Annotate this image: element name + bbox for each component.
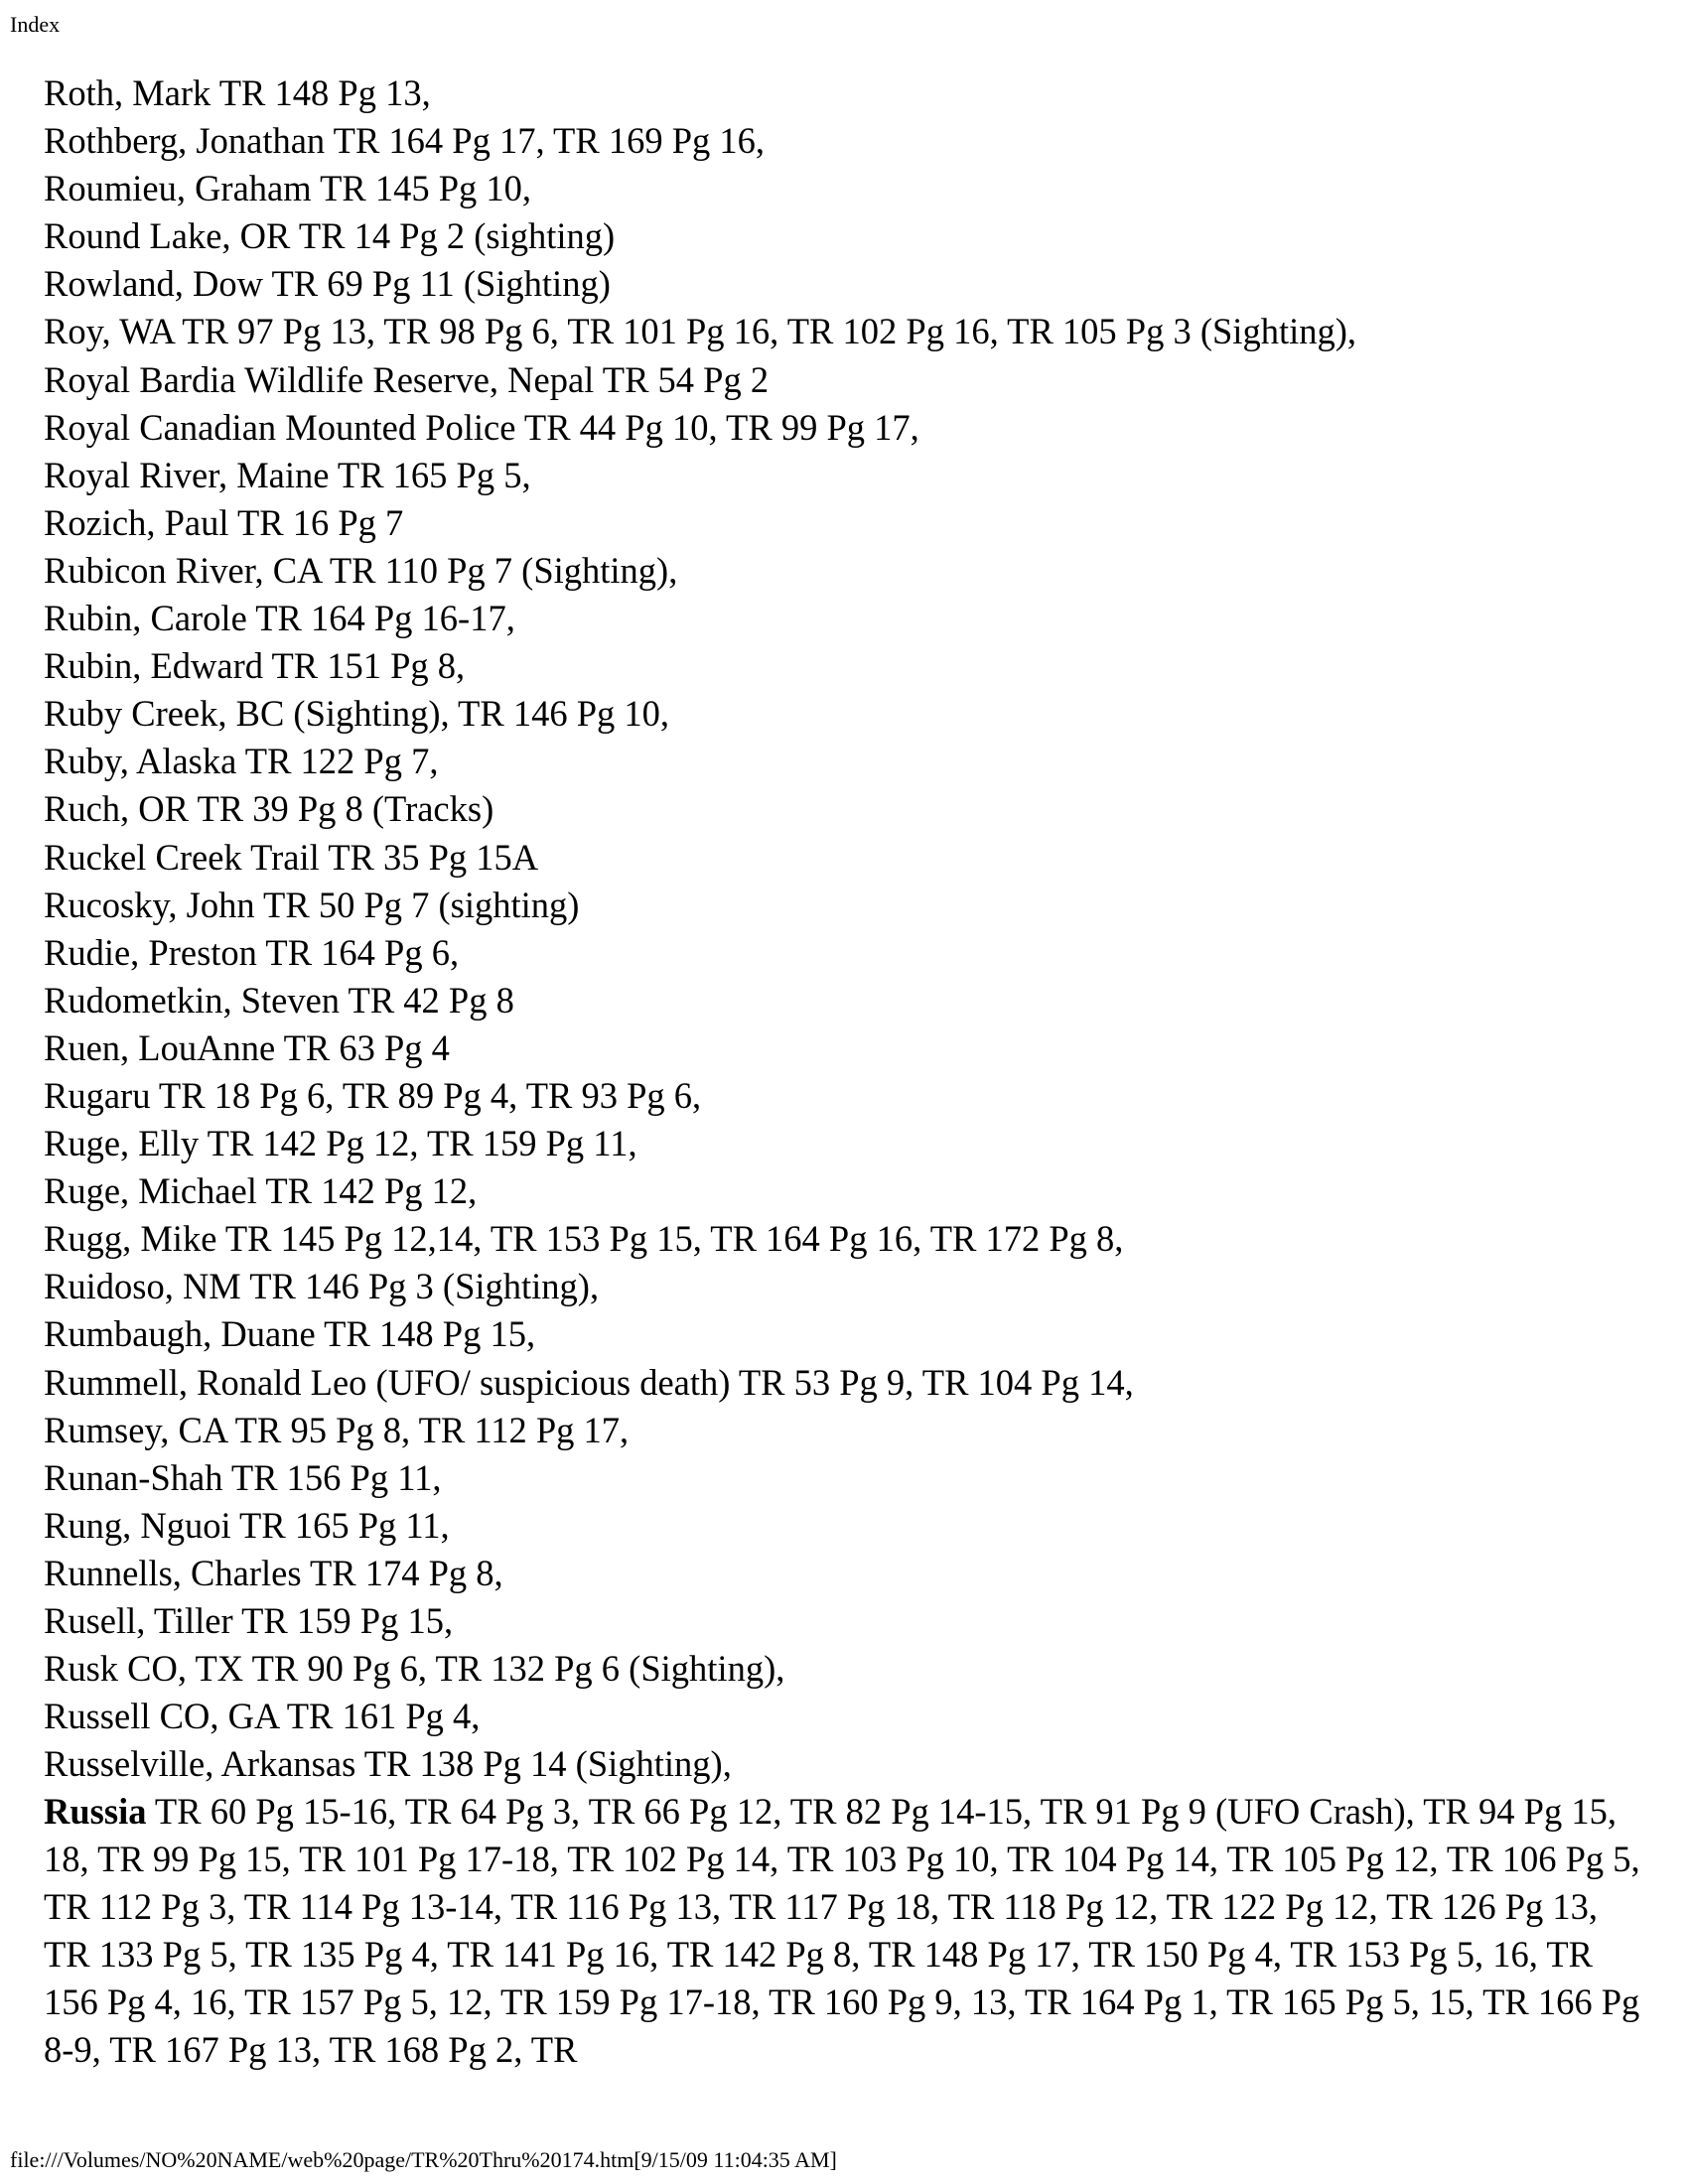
page-footer-url: file:///Volumes/NO%20NAME/web%20page/TR%20Thru%20174.htm[9/15/09 11:04:35 AM] xyxy=(10,2147,837,2172)
index-entry: Ruge, Michael TR 142 Pg 12, xyxy=(44,1170,478,1212)
index-entry: Roumieu, Graham TR 145 Pg 10, xyxy=(44,168,532,209)
index-refs-russia: TR 60 Pg 15-16, TR 64 Pg 3, TR 66 Pg 12, TR 82 Pg 14-15, TR 91 Pg 9 (UFO Crash), TR 94 Pg 15, 18, TR 99 Pg 15, TR 101 Pg 17-18, TR 102 Pg 14, TR 103 Pg 10, TR 104 Pg 14, TR 105 Pg 12, TR 106 Pg 5, TR 112 Pg 3, TR 114 Pg 13-14, TR 116 Pg 13, TR 117 Pg 18, TR 118 Pg 12, TR 122 Pg 12, TR 126 Pg 13, TR 133 Pg 5, TR 135 Pg 4, TR 141 Pg 16, TR 142 Pg 8, TR 148 Pg 17, TR 150 Pg 4, TR 153 Pg 5, 16, TR 156 Pg 4, 16, TR 157 Pg 5, 12, TR 159 Pg 17-18, TR 160 Pg 9, 13, TR 164 Pg 1, TR 165 Pg 5, 15, TR 166 Pg 8-9, TR 167 Pg 13, TR 168 Pg 2, TR xyxy=(44,1791,1640,2071)
index-entry: Ruby, Alaska TR 122 Pg 7, xyxy=(44,741,439,782)
index-entry: Roth, Mark TR 148 Pg 13, xyxy=(44,72,431,113)
index-entry: Rusk CO, TX TR 90 Pg 6, TR 132 Pg 6 (Sighting), xyxy=(44,1648,785,1690)
index-entry: Rung, Nguoi TR 165 Pg 11, xyxy=(44,1504,450,1546)
index-entry: Ruen, LouAnne TR 63 Pg 4 xyxy=(44,1026,450,1068)
index-term-russia: Russia xyxy=(44,1791,147,1832)
index-entry: Rozich, Paul TR 16 Pg 7 xyxy=(44,501,404,543)
index-entry: Rugaru TR 18 Pg 6, TR 89 Pg 4, TR 93 Pg 6, xyxy=(44,1074,702,1116)
index-entry: Royal River, Maine TR 165 Pg 5, xyxy=(44,454,531,495)
index-entry: Rubicon River, CA TR 110 Pg 7 (Sighting), xyxy=(44,549,678,591)
index-entry: Ruch, OR TR 39 Pg 8 (Tracks) xyxy=(44,788,494,830)
index-entry-russia xyxy=(44,1788,1652,2075)
index-entry: Russell CO, GA TR 161 Pg 4, xyxy=(44,1696,481,1737)
index-entry: Russelville, Arkansas TR 138 Pg 14 (Sighting), xyxy=(44,1743,732,1785)
index-entry: Rugg, Mike TR 145 Pg 12,14, TR 153 Pg 15, TR 164 Pg 16, TR 172 Pg 8, xyxy=(44,1218,1124,1260)
index-entry: Rumbaugh, Duane TR 148 Pg 15, xyxy=(44,1313,536,1355)
index-entry: Rucosky, John TR 50 Pg 7 (sighting) xyxy=(44,884,580,925)
index-entry: Rowland, Dow TR 69 Pg 11 (Sighting) xyxy=(44,263,611,305)
index-entry: Rumsey, CA TR 95 Pg 8, TR 112 Pg 17, xyxy=(44,1409,630,1450)
index-entry: Ruckel Creek Trail TR 35 Pg 15A xyxy=(44,836,539,878)
index-entry: Royal Canadian Mounted Police TR 44 Pg 10, TR 99 Pg 17, xyxy=(44,406,919,448)
index-entry: Round Lake, OR TR 14 Pg 2 (sighting) xyxy=(44,215,616,257)
index-entry: Rudie, Preston TR 164 Pg 6, xyxy=(44,931,460,973)
index-entry: Ruby Creek, BC (Sighting), TR 146 Pg 10, xyxy=(44,693,669,735)
index-entry: Ruidoso, NM TR 146 Pg 3 (Sighting), xyxy=(44,1266,600,1307)
index-entry: Ruge, Elly TR 142 Pg 12, TR 159 Pg 11, xyxy=(44,1123,637,1164)
index-entry: Royal Bardia Wildlife Reserve, Nepal TR 54 Pg 2 xyxy=(44,358,770,400)
index-entry: Runnells, Charles TR 174 Pg 8, xyxy=(44,1552,503,1593)
index-entry: Roy, WA TR 97 Pg 13, TR 98 Pg 6, TR 101 Pg 16, TR 102 Pg 16, TR 105 Pg 3 (Sighting), xyxy=(44,311,1357,352)
index-entry: Rubin, Edward TR 151 Pg 8, xyxy=(44,645,466,687)
index-entry: Rubin, Carole TR 164 Pg 16-17, xyxy=(44,598,515,639)
index-list xyxy=(44,69,1652,1788)
index-entry: Rothberg, Jonathan TR 164 Pg 17, TR 169 Pg 16, xyxy=(44,120,765,162)
index-entry: Runan-Shah TR 156 Pg 11, xyxy=(44,1456,442,1498)
index-entry: Rudometkin, Steven TR 42 Pg 8 xyxy=(44,979,514,1021)
page-title: Index xyxy=(10,12,61,37)
index-entry: Rusell, Tiller TR 159 Pg 15, xyxy=(44,1600,454,1641)
index-entry: Rummell, Ronald Leo (UFO/ suspicious death) TR 53 Pg 9, TR 104 Pg 14, xyxy=(44,1361,1134,1403)
